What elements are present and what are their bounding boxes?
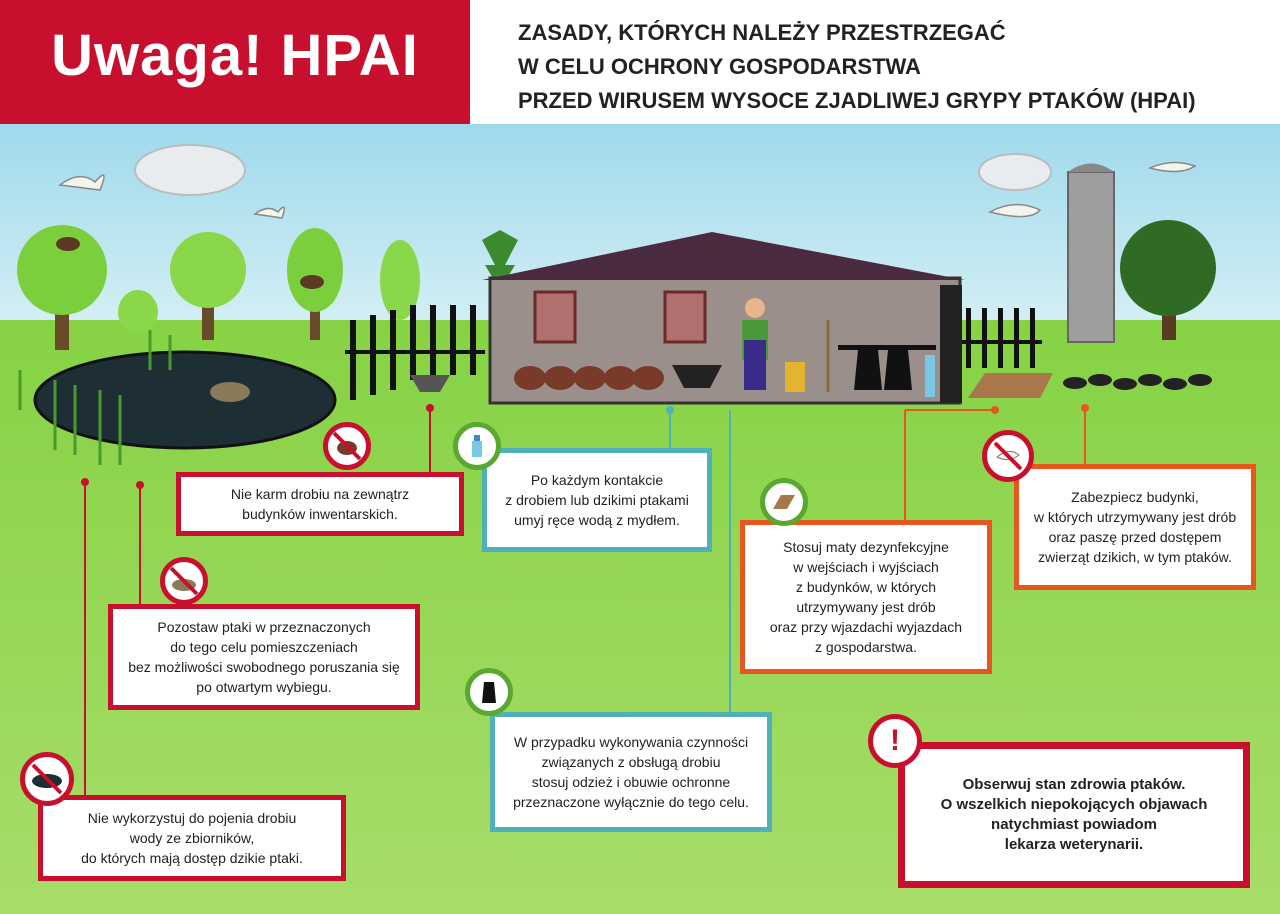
protective-apron-icon (465, 668, 513, 716)
tip-disinfection-mats: Stosuj maty dezynfekcyjne w wejściach i wyjściach z budynków, w których utrzymywany jest drób oraz przy wjazdachi wyjazdach z gospodarstwa. (740, 520, 992, 674)
subtitle-line: ZASADY, KTÓRYCH NALEŻY PRZESTRZEGAĆ (518, 20, 1006, 45)
mat-icon (760, 478, 808, 526)
subtitle-line: PRZED WIRUSEM WYSOCE ZJADLIWEJ GRYPY PTAKÓW (HPAI) (518, 88, 1196, 113)
no-wild-animals-icon (982, 430, 1034, 482)
page-subtitle (518, 16, 1278, 118)
page-title: Uwaga! HPAI (51, 23, 419, 88)
tip-wash-hands: Po każdym kontakcie z drobiem lub dzikimi ptakami umyj ręce wodą z mydłem. (482, 448, 712, 552)
silo-icon (1068, 164, 1114, 343)
no-pond-water-icon (20, 752, 74, 806)
warning-icon: ! (868, 714, 922, 768)
tip-protective-clothing: W przypadku wykonywania czynności związanych z obsługą drobiu stosuj odzież i obuwie ochronne przeznaczone wyłącznie do tego celu. (490, 712, 772, 832)
no-free-range-icon (160, 557, 208, 605)
no-feeding-icon (323, 422, 371, 470)
subtitle-line: W CELU OCHRONY GOSPODARSTWA (518, 54, 921, 79)
tip-no-outdoor-feeding: Nie karm drobiu na zewnątrz budynków inwentarskich. (176, 472, 464, 536)
tip-no-wild-water: Nie wykorzystuj do pojenia drobiu wody ze zbiorników, do których mają dostęp dzikie ptaki. (38, 795, 346, 881)
tip-keep-birds-indoors: Pozostaw ptaki w przeznaczonych do tego celu pomieszczeniach bez możliwości swobodnego poruszania się po otwartym wybiegu. (108, 604, 420, 710)
soap-bottle-icon (453, 422, 501, 470)
tip-observe-health: Obserwuj stan zdrowia ptaków. O wszelkich niepokojących objawach natychmiast powiadom lekarza weterynarii. (898, 742, 1250, 888)
tip-secure-buildings: Zabezpiecz budynki, w których utrzymywany jest drób oraz paszę przed dostępem zwierząt dzikich, w tym ptaków. (1014, 464, 1256, 590)
